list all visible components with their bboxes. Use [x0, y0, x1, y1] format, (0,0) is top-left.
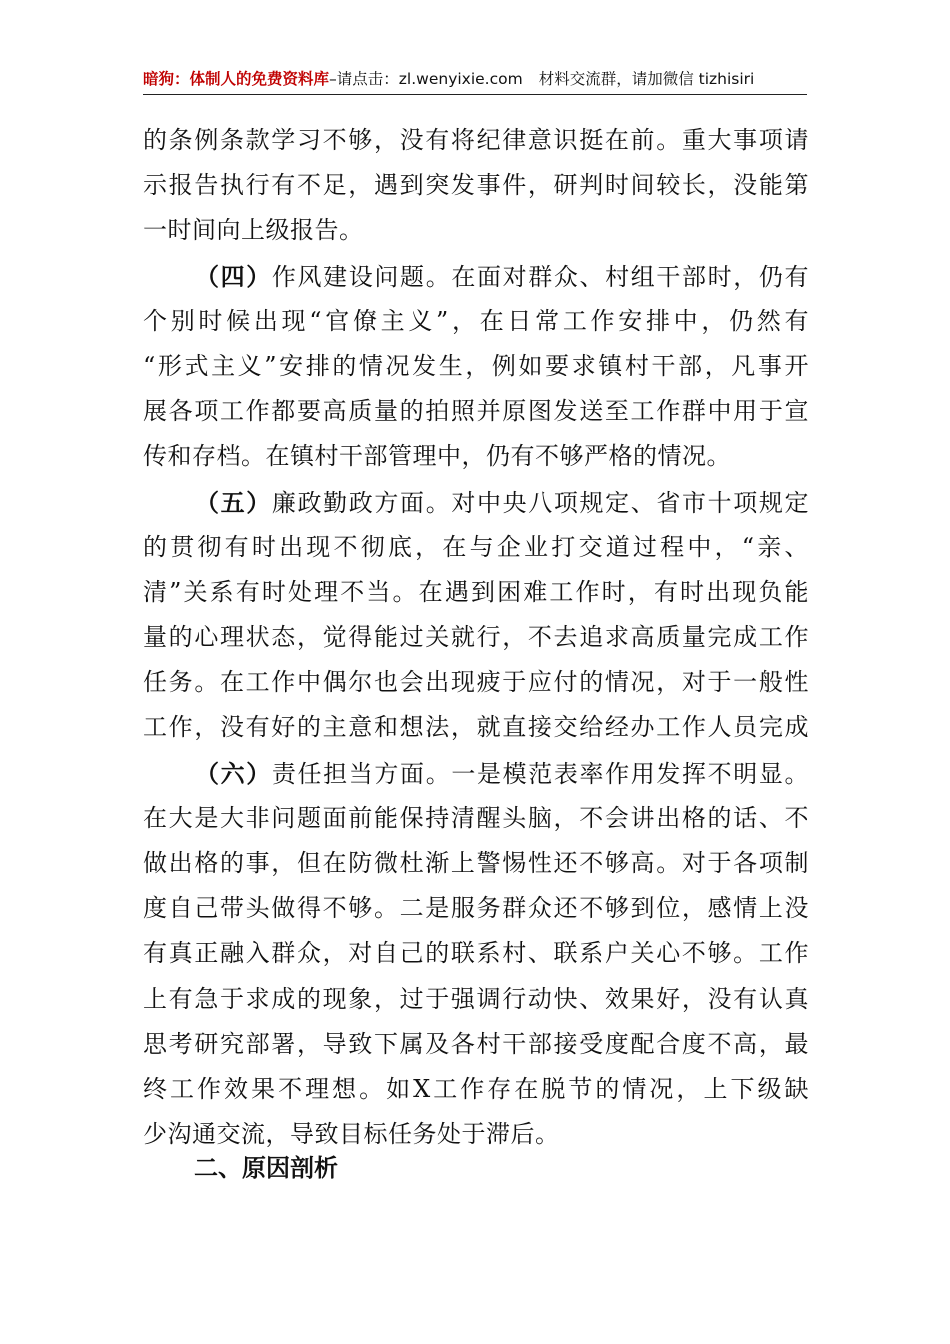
body-text	[143, 118, 809, 1157]
text-line-13: 任务。在工作中偶尔也会出现疲于应付的情况，对于一般性	[143, 668, 809, 697]
paragraph-four-first-line	[143, 254, 809, 299]
text-line-5: 个别时候出现“官僚主义”，在日常工作安排中，仍然有	[143, 306, 809, 335]
paragraph-five-marker: （五）	[195, 487, 272, 517]
section-heading: 二、原因剖析	[194, 1154, 338, 1182]
page-header	[143, 64, 807, 95]
text-line-10: 的贯彻有时出现不彻底，在与企业打交道过程中，“亲、	[143, 532, 809, 561]
paragraph-six-text: 责任担当方面。一是模范表率作用发挥不明显。	[271, 759, 809, 788]
text-line-8: 传和存档。在镇村干部管理中，仍有不够严格的情况。	[143, 442, 731, 471]
text-line-3: 一时间向上级报告。	[143, 216, 364, 245]
header-brand: 暗狗：体制人的免费资料库	[143, 70, 330, 88]
header-link-prefix: –请点击：	[329, 70, 399, 88]
text-line-2: 示报告执行有不足，遇到突发事件，研判时间较长，没能第	[143, 171, 809, 200]
text-line-17: 做出格的事，但在防微杜渐上警惕性还不够高。对于各项制	[143, 849, 809, 877]
paragraph-four-marker: （四）	[195, 261, 272, 291]
text-line-23: 少沟通交流，导致目标任务处于滞后。	[143, 1120, 560, 1149]
paragraph-six-first-line	[143, 751, 809, 796]
paragraph-six-marker: （六）	[195, 758, 272, 788]
text-line-20: 上有急于求成的现象，过于强调行动快、效果好，没有认真	[143, 984, 809, 1013]
paragraph-four-text: 作风建设问题。在面对群众、村组干部时，仍有	[271, 262, 809, 291]
text-line-22: 终工作效果不理想。如X工作存在脱节的情况，上下级缺	[143, 1074, 809, 1103]
text-line-12: 量的心理状态，觉得能过关就行，不去追求高质量完成工作	[143, 623, 809, 652]
header-wechat-note: 材料交流群，请加微信 tizhisiri	[538, 70, 755, 88]
text-line-21: 思考研究部署，导致下属及各村干部接受度配合度不高，最	[143, 1029, 809, 1058]
text-line-18: 度自己带头做得不够。二是服务群众还不够到位，感情上没	[143, 894, 809, 923]
text-line-14: 工作，没有好的主意和想法，就直接交给经办工作人员完成	[143, 713, 809, 742]
text-line-19: 有真正融入群众，对自己的联系村、联系户关心不够。工作	[143, 939, 809, 968]
paragraph-five-text: 廉政勤政方面。对中央八项规定、省市十项规定	[271, 488, 809, 517]
text-line-1: 的条例条款学习不够，没有将纪律意识挺在前。重大事项请	[143, 126, 809, 154]
text-line-6: “形式主义”安排的情况发生，例如要求镇村干部，凡事开	[143, 351, 809, 380]
text-line-11: 清”关系有时处理不当。在遇到困难工作时，有时出现负能	[143, 577, 809, 606]
text-line-16: 在大是大非问题面前能保持清醒头脑，不会讲出格的话、不	[143, 803, 809, 832]
text-line-7: 展各项工作都要高质量的拍照并原图发送至工作群中用于宣	[143, 397, 809, 426]
paragraph-five-first-line	[143, 480, 809, 525]
header-link[interactable]: zl.wenyixie.com	[398, 70, 523, 88]
